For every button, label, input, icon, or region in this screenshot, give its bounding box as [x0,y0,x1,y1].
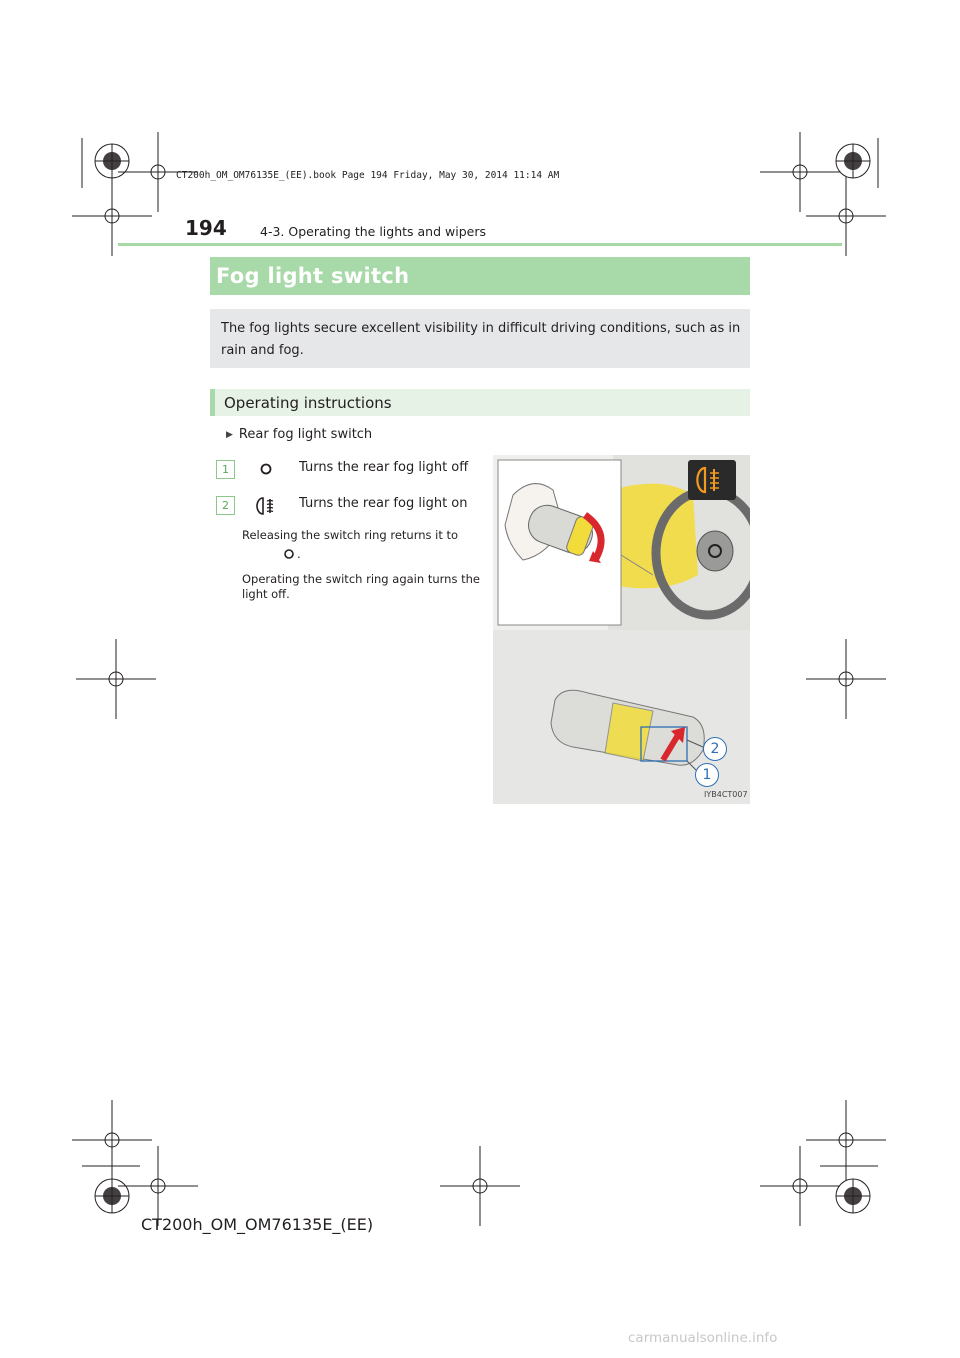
callout-1: 1 [695,763,719,787]
rear-fog-light-icon [255,496,279,516]
page-title: Fog light switch [216,264,410,288]
subsection-title: Operating instructions [224,394,392,412]
note-operating: Operating the switch ring again turns the light off. [242,572,480,601]
bullet-text: Rear fog light switch [238,427,373,442]
callout-2: 2 [703,737,727,761]
item-number-badge: 1 [216,460,235,479]
note-releasing: Releasing the switch ring returns it to [242,528,459,542]
book-info-line: CT200h_OM_OM76135E_(EE).book Page 194 Friday, May 30, 2014 11:14 AM [176,170,560,181]
light-off-icon [258,461,274,477]
bullet-triangle-icon: ▶ [226,430,233,440]
footer-text: CT200h_OM_OM76135E_(EE) [141,1215,374,1234]
watermark: carmanualsonline.info [628,1330,778,1346]
item-text-on: Turns the rear fog light on [299,496,468,511]
header-rule [118,243,842,246]
illustration-code: IYB4CT007 [704,790,748,799]
light-off-icon [282,547,296,561]
intro-text: The fog lights secure excellent visibility in difficult driving conditions, such as in rain and fog. [221,321,741,358]
note-period: . [297,547,301,561]
page-number: 194 [185,216,227,240]
item-number-badge: 2 [216,496,235,515]
bullet-item [226,427,372,442]
item-text-off: Turns the rear fog light off [299,460,469,475]
section-title: 4-3. Operating the lights and wipers [260,224,486,239]
